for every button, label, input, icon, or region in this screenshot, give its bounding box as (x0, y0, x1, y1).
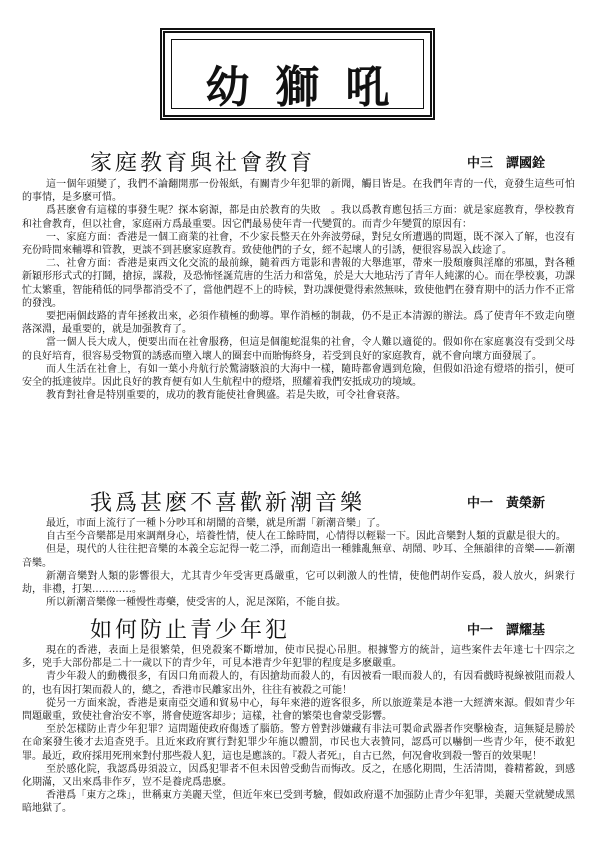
article-header (22, 486, 575, 514)
article-author: 中一 譚耀基 (466, 623, 545, 638)
article-header (22, 613, 575, 641)
paragraph: 所以新潮音樂像一種慢性毒藥，使受害的人，泥足深陷，不能自拔。 (46, 597, 346, 609)
paragraph: 至於怎樣防止青少年犯罪？這問題使政府傷透了腦筋。警方曾對涉嫌藏有非法可製命武器者作突擊檢查，這無疑是勝於在命案發生後才去追查兇手。且近來政府實行對犯罪少年施以體罰，市民也大表贊同，認爲可以嚇倒一些青少年，使不敢犯罪。最近，政府採用死刑來對付那些殺人犯，這也是應該的。『殺人者死』，自古已然，何况會收到殺一警百的效果呢！ (22, 724, 575, 762)
article-title: 家庭教育與社會教育 (90, 151, 316, 176)
article-new-wave-music (22, 486, 575, 609)
masthead (160, 28, 435, 120)
paragraph: 但是，現代的人往往把音樂的本義全忘記得一乾二淨，而創造出一種雜亂無章、胡鬧、吵耳、全無韻律的音樂——新潮音樂。 (22, 544, 575, 569)
article-header (22, 146, 575, 174)
paragraph: 新潮音樂對人類的影響很大，尤其青少年受害更爲嚴重，它可以剌激人的性情，使他們胡作妄爲，殺人放火，糾衆行劫，非禮，打架…………。 (22, 570, 575, 596)
masthead-title: 幼獅吼 (205, 62, 416, 113)
article-title: 我爲甚麽不喜歡新潮音樂 (90, 491, 366, 516)
paragraph: 至於感化院，我認爲毋須設立，因爲犯罪者不但未因曾受動告而悔改。反之，在感化期間，生活清閒，養精蓄銳，到感化期滿，又出來爲非作歹，豈不是養虎爲患麽。 (22, 763, 575, 789)
paragraph: 現在的香港，表面上是很繁榮，但兇殺案不斷增加，使市民提心吊胆。根據警方的統計，這些案件去年達七十四宗之多，兇手大部份都是二十一歲以下的青少年，可見本港青少年犯罪的程度是多麽嚴重。 (22, 645, 575, 670)
article-author: 中一 黃榮新 (466, 496, 545, 511)
paragraph: 教育對社會是特別重要的，成功的教育能使社會興盛。若是失敗，可令社會衰落。 (46, 390, 406, 402)
paragraph: 自古至今音樂都是用來調劑身心，培養性情，使人在工餘時間，心情得以輕鬆一下。因此音樂對人類的貢獻是很大的。 (46, 531, 566, 543)
paragraph: 青少年殺人的動機很多，有因口角而殺人的，有因搶劫而殺人的，有因被看一眼而殺人的，有因看戲時視線被阻而殺人的，也有因打架而殺人的，總之，香港市民離家出外，往往有被殺之可能！ (22, 671, 575, 696)
article-family-social-education (22, 146, 575, 402)
paragraph: 爲甚麽會有這樣的事發生呢？探本窮源，都是由於教育的失敗 。我以爲教育應包括三方面：就是家庭教育，學校教育和社會教育，但以社會，家庭兩方爲最重要。因它們最易使年青一代變質的。而青少年變質的原因有： (22, 205, 575, 230)
paragraph: 這一個年頭變了，我們不論翻開那一份報紙，有關青少年犯罪的新聞，觸目皆是。在我們年青的一代，竟發生這些可怕的事情，是多麽可惜。 (22, 179, 575, 204)
paragraph: 最近，市面上流行了一種卜分吵耳和胡鬧的音樂，就是所謂「新潮音樂」了。 (46, 518, 386, 529)
article-prevent-youth-crime (22, 613, 575, 816)
paragraph: 一、家庭方面：香港是一個工商業的社會，不少家長整天在外奔波勞碌，對兒女所遭遇的問題，既不深入了解，也沒有充份時間來輔導和管教，更談不到甚麽家庭教育。致使他們的子女，經不起壞人的引誘，便很容易誤入歧途了。 (22, 231, 575, 257)
paragraph: 香港爲「東方之珠」，世稱東方美麗天堂，但近年來已受到考驗，假如政府還不加强防止青少年犯罪，美麗天堂就變成黑暗地獄了。 (22, 790, 575, 815)
paragraph: 二、社會方面：香港是東西文化交流的最前線，隨着西方電影和書報的大舉進軍，帶來一股頹廢與淫靡的邪風，對各種新穎形形式式的打鬪，搶掠，謀殺，及恐怖怪誕荒唐的生活力和當兔，於是大大地玷汚了青年人純潔的心。而在學校裏，功課忙太繁重，智能稍低的同學都消受不了，當他們趕不上的時候，對功課便覺得索然無味，致使他們在發育期中的活力作不正常的發洩。 (22, 258, 575, 309)
paragraph: 而人生活在社會上，有如一葉小舟航行於驚濤駭浪的大海中一樣，隨時都會遇到危險，但假如沿途有燈塔的指引，便可安全的抵達彼岸。因此良好的教育便有如人生航程中的燈塔，照耀着我們安抵成功的境域。 (22, 363, 575, 389)
paragraph: 從另一方面來說，香港是東南亞交通和貿易中心，每年來港的遊客很多，所以旅遊業是本港一大經濟來源。假如青少年問題嚴重，致使社會治安不寧，將會使遊客却步；這樣，社會的繁榮也會蒙受影響。 (22, 697, 575, 723)
article-title: 如何防止青少年犯 (90, 618, 291, 643)
paragraph: 當一個人長大成人，便要出而在社會服務，但這是個龍蛇混集的社會，令人難以適從的。假如你在家庭裏沒有受到父母的良好培育，很容易受物質的誘惑而墮入壞人的圈套中而貽悔終身，若受到良好的家庭教育，就不會向壞方面發展了。 (22, 337, 575, 362)
paragraph: 要把兩個歧路的青年拯救出來，必須作積極的動導。單作消極的制裁，仍不是正本清源的辦法。爲了使青年不致走向墮落深淵，最重要的，就是加强教育了。 (22, 311, 575, 336)
article-author: 中三 譚國銓 (466, 156, 545, 171)
